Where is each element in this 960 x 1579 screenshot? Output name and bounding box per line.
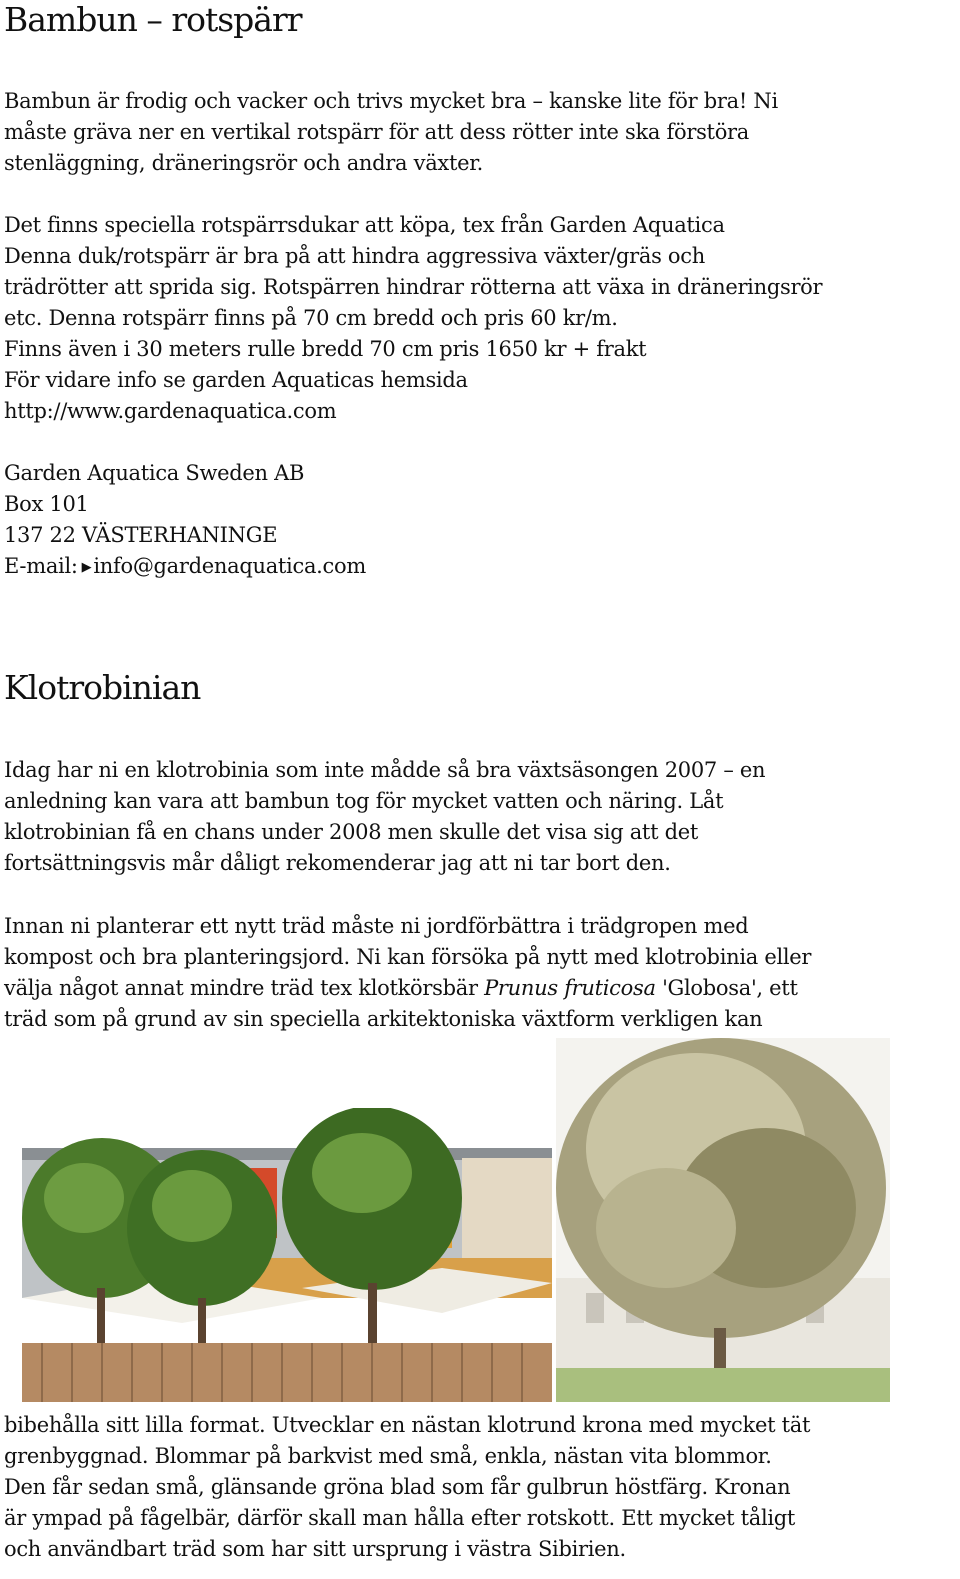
email-line — [4, 551, 954, 583]
text-line: Innan ni planterar ett nytt träd måste ni jordförbättra i trädgropen med — [4, 914, 749, 938]
text-line: För vidare info se garden Aquaticas hemsida — [4, 368, 468, 392]
postal-city: 137 22 VÄSTERHANINGE — [4, 523, 278, 547]
paragraph-bambun-intro — [4, 86, 954, 179]
heading-bambun: Bambun – rotspärr — [4, 0, 302, 39]
photo-prunus-blossom — [556, 1038, 890, 1402]
heading-klotrobinian: Klotrobinian — [4, 668, 201, 707]
contact-block — [4, 458, 954, 583]
text-line: fortsättningsvis mår dåligt rekomenderar jag att ni tar bort den. — [4, 851, 671, 875]
text-line: stenläggning, dräneringsrör och andra växter. — [4, 151, 484, 175]
paragraph-rotsparr-info — [4, 210, 954, 427]
paragraph-prunus-description — [4, 1410, 954, 1565]
text-line: och användbart träd som har sitt ursprung i västra Sibirien. — [4, 1537, 626, 1561]
text-span: välja något annat mindre träd tex klotkörsbär — [4, 976, 485, 1000]
text-line: träd som på grund av sin speciella arkitektoniska växtform verkligen kan — [4, 1007, 763, 1031]
email-label: E-mail: — [4, 554, 78, 578]
botanical-name: Prunus fruticosa — [484, 976, 656, 1000]
text-line: Denna duk/rotspärr är bra på att hindra aggressiva växter/gräs och — [4, 244, 705, 268]
text-line: kompost och bra planteringsjord. Ni kan försöka på nytt med klotrobinia eller — [4, 945, 812, 969]
text-line: klotrobinian få en chans under 2008 men skulle det visa sig att det — [4, 820, 698, 844]
link-arrow-icon: ▶ — [81, 560, 92, 575]
photo-prunus-green — [22, 1108, 552, 1402]
text-line: Finns även i 30 meters rulle bredd 70 cm pris 1650 kr + frakt — [4, 337, 647, 361]
text-line: Idag har ni en klotrobinia som inte mådde så bra växtsäsongen 2007 – en — [4, 758, 766, 782]
text-line: Den får sedan små, glänsande gröna blad som får gulbrun höstfärg. Kronan — [4, 1475, 791, 1499]
text-span: 'Globosa', ett — [655, 976, 798, 1000]
paragraph-klotrobinia-status — [4, 755, 954, 879]
text-line: trädrötter att sprida sig. Rotspärren hindrar rötterna att växa in dräneringsrör — [4, 275, 823, 299]
company-name: Garden Aquatica Sweden AB — [4, 461, 305, 485]
text-line: bibehålla sitt lilla format. Utvecklar en nästan klotrund krona med mycket tät — [4, 1413, 811, 1437]
text-line: grenbyggnad. Blommar på barkvist med små, enkla, nästan vita blommor. — [4, 1444, 772, 1468]
text-line: måste gräva ner en vertikal rotspärr för att dess rötter inte ska förstöra — [4, 120, 749, 144]
text-line: anledning kan vara att bambun tog för mycket vatten och näring. Låt — [4, 789, 724, 813]
website-link[interactable]: http://www.gardenaquatica.com — [4, 399, 337, 423]
text-line: etc. Denna rotspärr finns på 70 cm bredd och pris 60 kr/m. — [4, 306, 618, 330]
text-line: är ympad på fågelbär, därför skall man hålla efter rotskott. Ett mycket tåligt — [4, 1506, 796, 1530]
text-line: Det finns speciella rotspärrsdukar att köpa, tex från Garden Aquatica — [4, 213, 725, 237]
text-line: Bambun är frodig och vacker och trivs mycket bra – kanske lite för bra! Ni — [4, 89, 778, 113]
paragraph-replanting — [4, 911, 954, 1035]
postal-box: Box 101 — [4, 492, 89, 516]
tree-photos — [22, 1038, 890, 1402]
text-line — [4, 973, 954, 1004]
email-link[interactable]: info@gardenaquatica.com — [93, 554, 366, 578]
